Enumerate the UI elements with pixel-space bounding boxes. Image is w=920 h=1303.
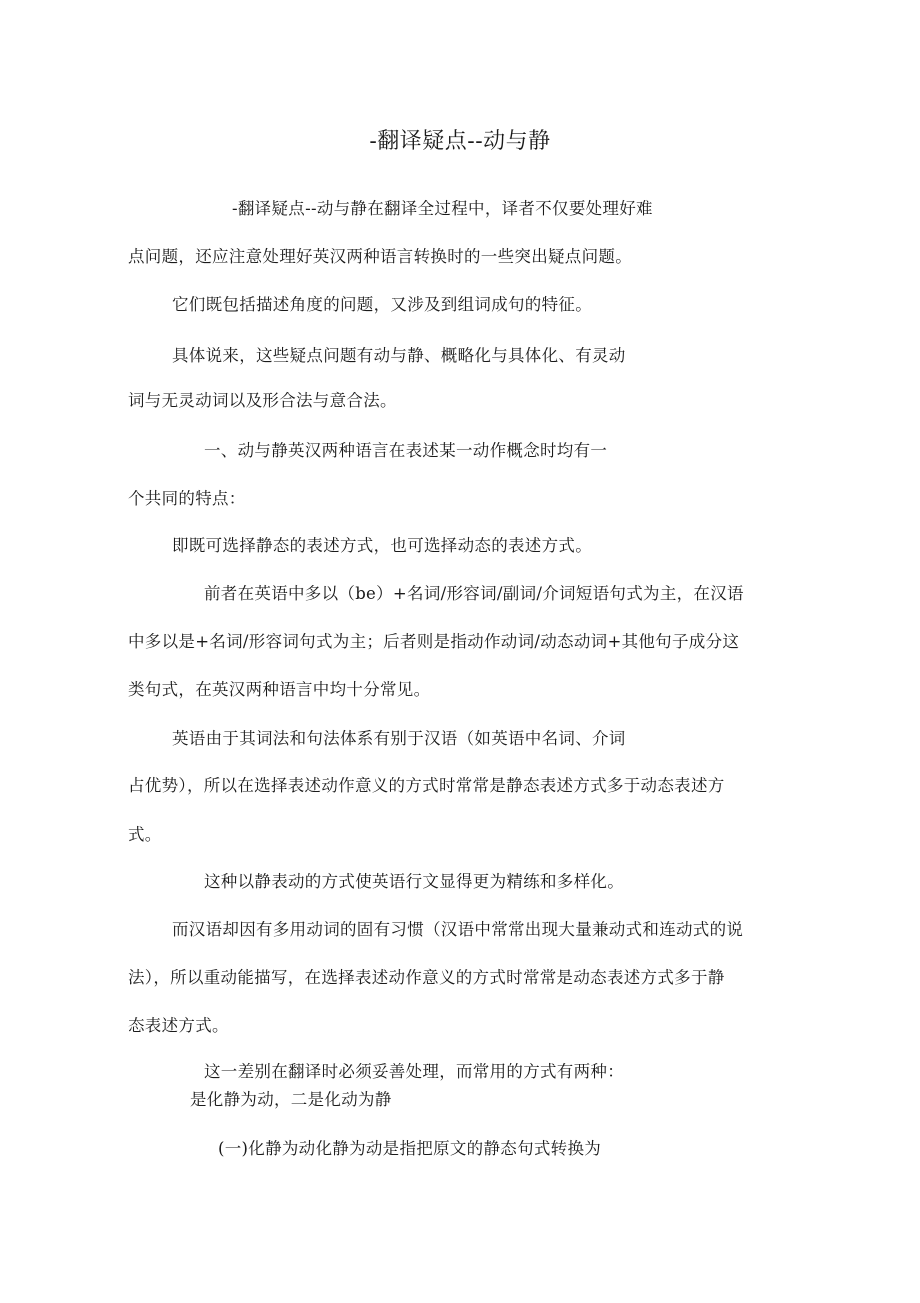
paragraph-line: 占优势），所以在选择表述动作意义的方式时常常是静态表述方式多于动态表述方: [128, 776, 725, 795]
paragraph-line: 式。: [128, 825, 162, 844]
paragraph-line: 而汉语却因有多用动词的固有习惯（汉语中常常出现大量兼动式和连动式的说: [172, 920, 744, 939]
paragraph-line: 态表述方式。: [128, 1016, 229, 1035]
paragraph-line: 英语由于其词法和句法体系有别于汉语（如英语中名词、介词: [172, 729, 626, 748]
paragraph-line: 一、动与静英汉两种语言在表述某一动作概念时均有一: [204, 441, 608, 460]
paragraph-line: 前者在英语中多以（be）+名词/形容词/副词/介词短语句式为主，在汉语: [204, 584, 744, 603]
paragraph-line: 词与无灵动词以及形合法与意合法。: [128, 391, 397, 410]
paragraph-line: 是化静为动，二是化动为静: [190, 1090, 392, 1109]
paragraph-line: 类句式，在英汉两种语言中均十分常见。: [128, 680, 431, 699]
paragraph-line: 它们既包括描述角度的问题，又涉及到组词成句的特征。: [172, 295, 592, 314]
paragraph-line: (一)化静为动化静为动是指把原文的静态句式转换为: [218, 1139, 602, 1158]
document-title: -翻译疑点--动与静: [369, 129, 551, 154]
paragraph-line: 个共同的特点：: [128, 489, 246, 508]
paragraph-line: 法），所以重动能描写，在选择表述动作意义的方式时常常是动态表述方式多于静: [128, 968, 725, 987]
paragraph-line: 中多以是+名词/形容词句式为主；后者则是指动作动词/动态动词+其他句子成分这: [128, 632, 740, 651]
paragraph-line: 这一差别在翻译时必须妥善处理，而常用的方式有两种：: [204, 1062, 624, 1081]
paragraph-line: 点问题，还应注意处理好英汉两种语言转换时的一些突出疑点问题。: [128, 247, 632, 266]
paragraph-line: 即既可选择静态的表述方式，也可选择动态的表述方式。: [172, 536, 592, 555]
paragraph-line: 具体说来，这些疑点问题有动与静、概略化与具体化、有灵动: [172, 346, 626, 365]
paragraph-line: 这种以静表动的方式使英语行文显得更为精练和多样化。: [204, 872, 624, 891]
paragraph-line: -翻译疑点--动与静在翻译全过程中，译者不仅要处理好难: [232, 199, 653, 218]
